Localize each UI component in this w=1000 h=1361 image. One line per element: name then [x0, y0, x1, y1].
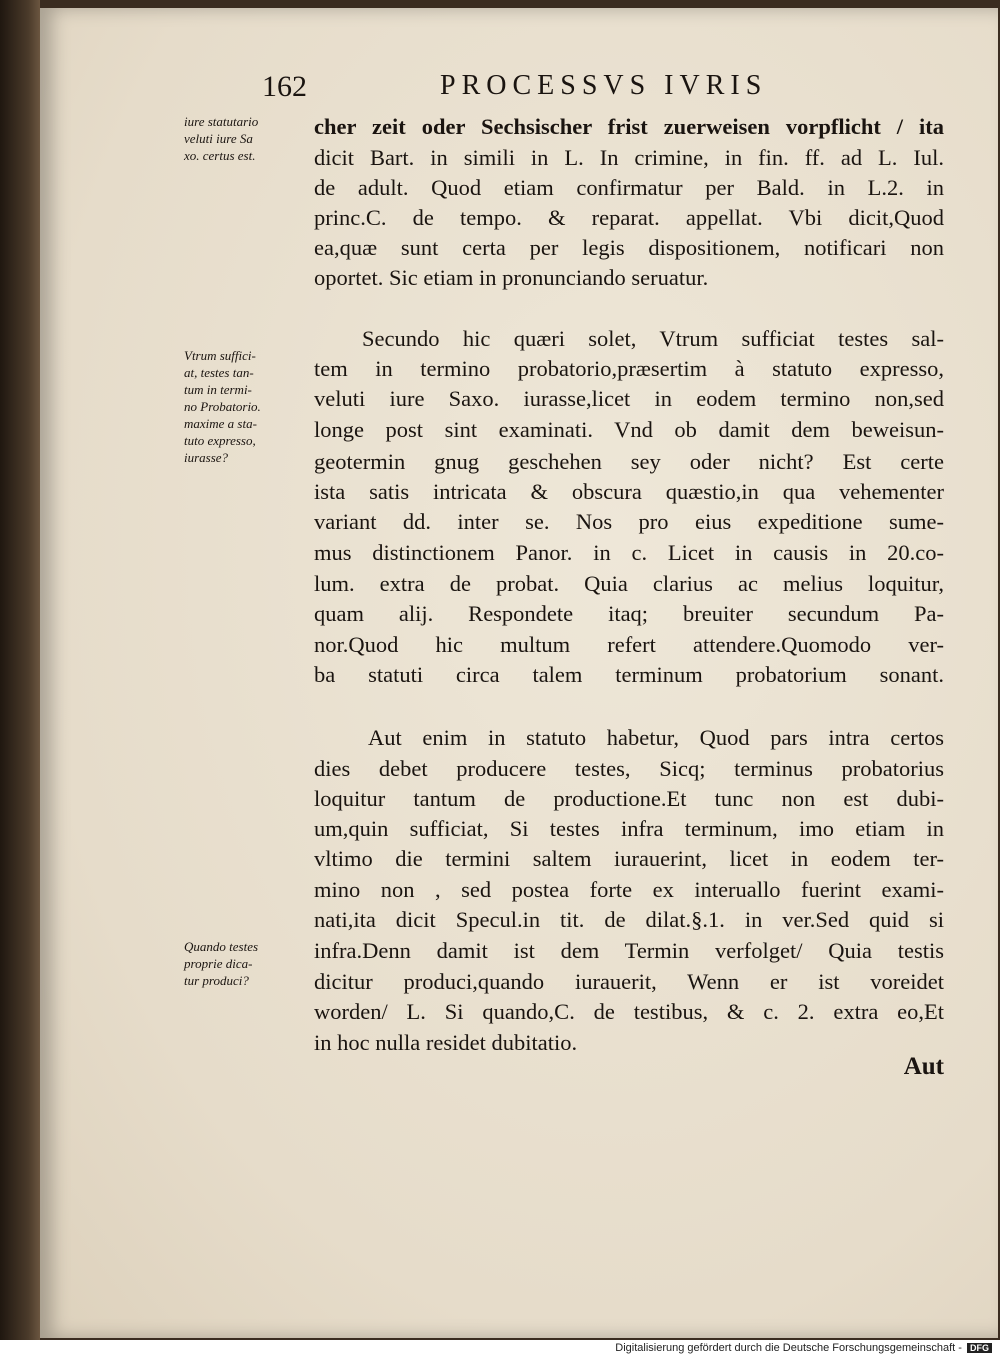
- marginal-note-line: tum in termi-: [184, 382, 252, 397]
- marginal-note-line: at, testes tan-: [184, 365, 254, 380]
- text-line: Secundo hic quæri solet, Vtrum sufficiat testes sal-: [362, 326, 944, 351]
- text-line: de adult. Quod etiam confirmatur per Bald. in L.2. in: [314, 175, 944, 200]
- text-line: worden/ L. Si quando,C. de testibus, & c. 2. extra eo,Et: [314, 999, 944, 1024]
- text-line: geotermin gnug geschehen sey oder nicht? Est certe: [314, 449, 944, 474]
- text-line: quam alij. Respondete itaq; breuiter secundum Pa-: [314, 601, 944, 626]
- marginal-note-line: no Probatorio.: [184, 399, 261, 414]
- marginal-note-line: maxime a sta-: [184, 416, 257, 431]
- text-line: Aut enim in statuto habetur, Quod pars intra certos: [368, 725, 944, 750]
- text-line: dicit Bart. in simili in L. In crimine, in fin. ff. ad L. Iul.: [314, 145, 944, 170]
- text-line: princ.C. de tempo. & reparat. appellat. Vbi dicit,Quod: [314, 205, 944, 230]
- text-line: longe post sint examinati. Vnd ob damit dem beweisun-: [314, 417, 944, 442]
- marginal-note-line: xo. certus est.: [184, 148, 256, 163]
- page-number: 162: [262, 70, 307, 103]
- text-line: infra.Denn damit ist dem Termin verfolget/ Quia testis: [314, 938, 944, 963]
- text-line: in hoc nulla residet dubitatio.: [314, 1030, 578, 1055]
- marginal-note-line: iure statutario: [184, 114, 259, 129]
- text-line: nati,ita dicit Specul.in tit. de dilat.§.1. in ver.Sed quid si: [314, 907, 944, 932]
- catchword: Aut: [903, 1053, 944, 1080]
- text-line: vltimo die termini saltem iurauerint, licet in eodem ter-: [314, 846, 944, 871]
- text-line: loquitur tantum de productione.Et tunc non est dubi-: [314, 786, 944, 811]
- marginal-note-line: iurasse?: [184, 450, 229, 465]
- marginal-note-line: Vtrum suffici-: [184, 348, 256, 363]
- scan-binding-edge: [0, 0, 40, 1340]
- text-line: oportet. Sic etiam in pronunciando seruatur.: [314, 265, 709, 290]
- text-line: tem in termino probatorio,præsertim à statuto expresso,: [314, 356, 944, 381]
- marginal-note-line: veluti iure Sa: [184, 131, 253, 146]
- marginal-note-2: [184, 347, 312, 466]
- footer-credit: [615, 1342, 992, 1354]
- text-line: nor.Quod hic multum refert attendere.Quomodo ver-: [314, 632, 944, 657]
- marginal-note-line: tuto expresso,: [184, 433, 256, 448]
- text-line: dies debet producere testes, Sicq; terminus probatorius: [314, 756, 944, 781]
- text-line: variant dd. inter se. Nos pro eius expeditione sume-: [314, 509, 944, 534]
- text-line: mino non , sed postea forte ex interuallo fuerint exami-: [314, 877, 944, 902]
- text-line: dicitur produci,quando iurauerit, Wenn er ist voreidet: [314, 969, 944, 994]
- text-line: lum. extra de probat. Quia clarius ac melius loquitur,: [314, 571, 944, 596]
- text-line: ea,quæ sunt certa per legis dispositionem, notificari non: [314, 235, 944, 260]
- footer-credit-text: Digitalisierung gefördert durch die Deutsche Forschungsgemeinschaft -: [615, 1342, 962, 1354]
- marginal-note-line: tur produci?: [184, 973, 249, 988]
- marginal-note-line: proprie dica-: [184, 956, 253, 971]
- text-line: mus distinctionem Panor. in c. Licet in causis in 20.co-: [314, 540, 944, 565]
- running-title: PROCESSVS IVRIS: [440, 70, 768, 101]
- marginal-note-line: Quando testes: [184, 939, 259, 954]
- marginal-note-3: [184, 938, 312, 989]
- dfg-logo: DFG: [967, 1343, 992, 1353]
- text-line: ba statuti circa talem terminum probatorium sonant.: [314, 662, 944, 687]
- marginal-note-1: [184, 113, 312, 164]
- text-line: um,quin sufficiat, Si testes infra terminum, imo etiam in: [314, 816, 944, 841]
- text-line: ista satis intricata & obscura quæstio,in qua vehementer: [314, 479, 944, 504]
- text-line: veluti iure Saxo. iurasse,licet in eodem termino non,sed: [314, 386, 944, 411]
- text-line: cher zeit oder Sechsischer frist zuerweisen vorpflicht / ita: [314, 114, 944, 139]
